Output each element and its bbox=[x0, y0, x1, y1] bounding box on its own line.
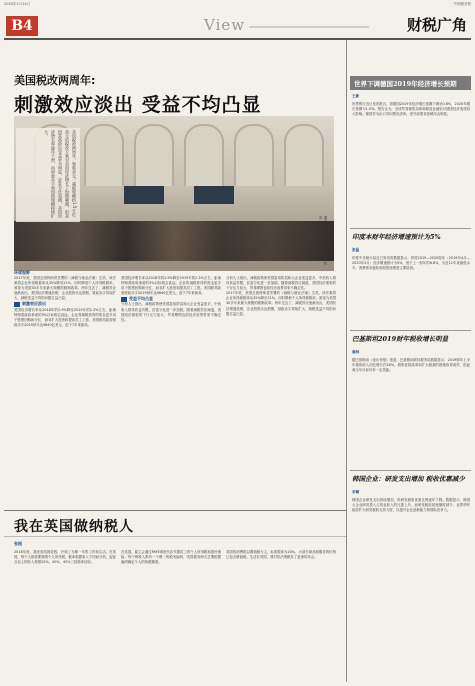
right-story-2-author: 张磊 bbox=[352, 248, 360, 252]
view-bar bbox=[249, 26, 369, 28]
window-arch bbox=[284, 124, 324, 186]
right-story-1-author: 王新 bbox=[352, 94, 360, 98]
right-story-2-title: 印度本财年经济增速预计为5% bbox=[352, 233, 441, 241]
right-divider bbox=[350, 470, 471, 471]
main-kicker: 美国税改两周年: bbox=[14, 74, 96, 87]
view-label: View bbox=[204, 16, 246, 34]
column-text: 英国的消费税以增值税为主，标准税率为20%，大部分商品和服务的价格已包含增值税。生活在英国，我对依法纳税有了更深的体会。 bbox=[226, 550, 336, 560]
column-text: 2017年底，美国总统特朗普签署的《减税与就业法案》生效。该法案将企业所得税税率从35%降至21%，同时降低个人所得税税率，被视为美国30多年来最大规模的税制改革。两年过去了，减税效应逐渐淡出，美国经济增速放缓，企业投资未达预期，财政赤字持续扩大，减税受益不均的问题日益凸显。 bbox=[14, 276, 116, 301]
square-icon bbox=[14, 302, 20, 307]
article-column-1 bbox=[14, 276, 116, 328]
right-story-1-title-bar bbox=[350, 76, 471, 90]
column-text: 分析人士指出，减税政策使美国富裕阶层和大企业受益更多，中低收入群体获益有限，贫富分化进一步加剧。随着减税效应减退，美国经济面临的下行压力加大，贸易摩擦也给经济前景带来不确定性。 bbox=[226, 276, 336, 291]
right-story-4-title: 韩国企业：研发支出增加 税收优惠减少 bbox=[352, 475, 465, 483]
subhead-2: 受益不均凸显 bbox=[121, 296, 153, 301]
photo-caption: 图为美国纽约中央车站。新华社发 bbox=[319, 216, 328, 265]
ticket-board bbox=[124, 186, 164, 204]
right-story-1-body: 世界银行近日发布报告，将德国2019年经济增长预期下调至0.6%，2020年增长预期为1.0%。报告认为，全球贸易紧张局势和制造业疲软对德国经济造成较大影响。德国作为出口导向型经济体，受外部需求放缓冲击明显。 bbox=[352, 102, 470, 117]
article-column-2 bbox=[121, 276, 221, 323]
issue-date: 2020年1月14日 bbox=[4, 2, 31, 6]
window-arch bbox=[134, 124, 174, 186]
feature-author: 张振 bbox=[14, 541, 22, 546]
column-separator bbox=[346, 40, 347, 682]
feature-headline: 我在英国做纳税人 bbox=[14, 519, 134, 535]
right-story-1-title: 世界下调德国2019年经济增长预期 bbox=[354, 80, 457, 88]
right-story-3-body: 据巴基斯坦《论坛快报》报道，巴基斯坦联邦税务局数据显示，2019财年上半年税收收入同比增长约16%，税收征管改革和扩大税基的措施取得成效，但距离全年目标仍有一定差距。 bbox=[352, 358, 470, 373]
column-text: 2018年底，我来到英国伦敦，开始了为期一年的工作和生活。在英国，每个人都需要缴纳个人所得税，税率根据收入不同而分档，起征点以上的收入按照20%、40%、45%三档税率征收。 bbox=[14, 550, 116, 565]
page-number-badge: B4 bbox=[6, 16, 38, 36]
main-headline: 刺激效应淡出 受益不均凸显 bbox=[14, 94, 262, 116]
right-story-2-body: 印度中央统计局近日发布的数据显示，印度2019—2020财年（2019年4月—2020年3月）经济增速预计为5%，低于上一财年的6.8%，为近11年来最低水平。消费需求疲软和投资放缓是主要原因。 bbox=[352, 256, 470, 271]
window-arch bbox=[234, 124, 274, 186]
right-story-3-author: 秦林 bbox=[352, 350, 360, 354]
column-text: 在英国，雇主会通过PAYE系统代扣代缴员工的个人所得税和国民保险。每个纳税人都有一个唯一的税务编码，英国税务海关总署根据编码确定个人的免税额度。 bbox=[121, 550, 221, 565]
section-divider bbox=[4, 536, 346, 537]
window-arch bbox=[184, 124, 224, 186]
right-story-3-title: 巴基斯坦2019财年税收增长明显 bbox=[352, 335, 449, 343]
article-column-3 bbox=[226, 276, 336, 317]
paper-name: 中国税务报 bbox=[453, 2, 471, 6]
right-divider bbox=[350, 228, 471, 229]
ticket-board bbox=[194, 186, 234, 204]
column-text: 分析人士指出，减税政策使美国富裕阶层和大企业受益更多，中低收入群体获益有限，贫富分化进一步加剧。随着减税效应减退，美国经济面临的下行压力加大，贸易摩擦也给经济前景带来不确定性。 bbox=[121, 302, 221, 322]
column-text: 2017年底，美国总统特朗普签署的《减税与就业法案》生效。该法案将企业所得税税率从35%降至21%，同时降低个人所得税税率，被视为美国30多年来最大规模的税制改革。两年过去了，减税效应逐渐淡出，美国经济增速放缓，企业投资未达预期，财政赤字持续扩大，减税受益不均的问题日益凸显。 bbox=[226, 291, 337, 316]
window-arch bbox=[84, 124, 124, 186]
right-divider bbox=[350, 330, 471, 331]
feature-column-3 bbox=[226, 550, 336, 560]
section-label: 环球视野 bbox=[14, 270, 30, 275]
intro-text: 美国税改两周年，坚鸣美元，减税规模约1.5万亿美元的税改方案对美国经济增长了短期刺激，但美国富裕阶层受益更为明显，贫富分化加剧，美国经济增长率逐年下滑，而财政赤字和国债规模持续扩大。 bbox=[16, 128, 80, 222]
subhead-1: 刺激效应淡出 bbox=[14, 301, 46, 306]
feature-column-1 bbox=[14, 550, 116, 565]
floor bbox=[14, 261, 334, 271]
column-text: 美国经济增长率从2018年的2.9%降至2019年的2.3%左右，距离特朗普政府承诺的3%目标相去甚远。企业将减税获得的资金更多用于股票回购和分红，而非扩大投资和提高员工工资。美国联邦政府财政赤字2019财年达9840亿美元，创下7年来新高。 bbox=[14, 307, 116, 327]
right-story-4-body: 韩国企业研发支出持续增加，但研发税收优惠比例逐年下降。数据显示，韩国大企业研发投入占营业收入的比重上升，而研发税收抵免额度减少，业界呼吁政府扩大研发税收支持力度，以提升企业创新能力和国际竞争力。 bbox=[352, 498, 470, 513]
section-divider bbox=[4, 510, 346, 511]
column-text: 美国经济增长率从2018年的2.9%降至2019年的2.3%左右，距离特朗普政府承诺的3%目标相去甚远。企业将减税获得的资金更多用于股票回购和分红，而非扩大投资和提高员工工资。美国联邦政府财政赤字2019财年达9840亿美元，创下7年来新高。 bbox=[121, 276, 221, 296]
top-info-line bbox=[4, 2, 471, 8]
right-story-4-author: 李颖 bbox=[352, 490, 360, 494]
column-title: 财税广角 bbox=[406, 16, 467, 34]
page-header bbox=[4, 12, 471, 40]
feature-column-2 bbox=[121, 550, 221, 565]
